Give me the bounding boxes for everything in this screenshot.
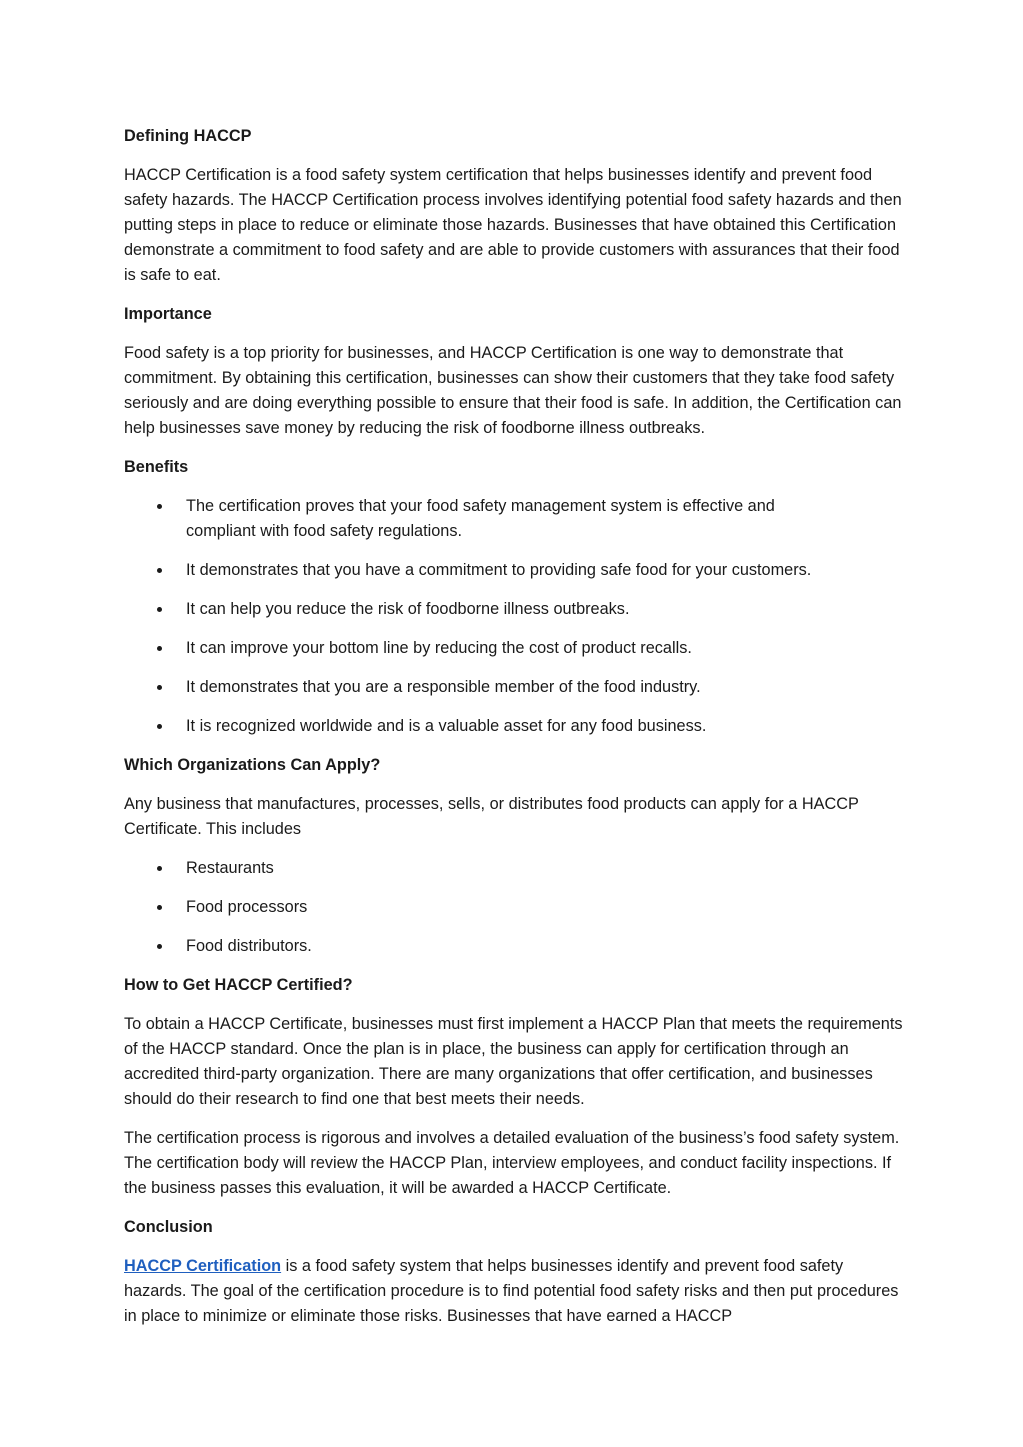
heading-how-to-get-certified: How to Get HACCP Certified? [124, 976, 353, 994]
heading-benefits: Benefits [124, 458, 189, 476]
paragraph-how-to-2: The certification process is rigorous and involves a detailed evaluation of the business’s food safety system. The certification body will review the HACCP Plan, interview employees, and conduct facility inspections. If the business passes this evaluation, it will be awarded a HACCP Certificate. [124, 1129, 900, 1197]
list-item-text: Food processors [186, 898, 308, 916]
bullet-icon [157, 568, 162, 573]
heading-conclusion: Conclusion [124, 1218, 213, 1236]
list-item-text: Restaurants [186, 859, 274, 877]
document-page [124, 124, 904, 1343]
paragraph-defining-haccp: HACCP Certification is a food safety system certification that helps businesses identify and prevent food safety hazards. The HACCP Certification process involves identifying potential food safety hazards and then putting steps in place to reduce or eliminate those hazards. Businesses that have obtained this Certification demonstrate a commitment to food safety and are able to provide customers with assurances that their food is safe to eat. [124, 166, 902, 284]
list-item-text: It demonstrates that you are a responsible member of the food industry. [186, 678, 701, 696]
bullet-icon [157, 646, 162, 651]
bullet-icon [157, 607, 162, 612]
haccp-certification-link[interactable]: HACCP Certification [124, 1257, 282, 1275]
conclusion-text: is a food safety system that helps businesses identify and prevent food safety hazards. The goal of the certification procedure is to find potential food safety risks and then put procedures in place to minimize or eliminate those risks. Businesses that have earned a HACCP [124, 1257, 899, 1325]
benefits-list [124, 494, 904, 739]
list-item [124, 675, 846, 700]
organizations-list [124, 856, 904, 959]
paragraph-importance: Food safety is a top priority for businesses, and HACCP Certification is one way to demonstrate that commitment. By obtaining this certification, businesses can show their customers that they take food safety seriously and are doing everything possible to ensure that their food is safe. In addition, the Certification can help businesses save money by reducing the risk of foodborne illness outbreaks. [124, 344, 902, 437]
heading-defining-haccp: Defining HACCP [124, 127, 252, 145]
list-item-text: It demonstrates that you have a commitment to providing safe food for your customers. [186, 561, 812, 579]
list-item [124, 856, 846, 881]
bullet-icon [157, 504, 162, 509]
heading-which-organizations: Which Organizations Can Apply? [124, 756, 381, 774]
paragraph-conclusion [124, 1254, 904, 1329]
bullet-icon [157, 724, 162, 729]
heading-importance: Importance [124, 305, 212, 323]
list-item [124, 895, 846, 920]
list-item [124, 714, 846, 739]
list-item [124, 934, 846, 959]
bullet-icon [157, 905, 162, 910]
list-item-text: Food distributors. [186, 937, 312, 955]
list-item [124, 494, 846, 544]
list-item-text: It can improve your bottom line by reducing the cost of product recalls. [186, 639, 692, 657]
list-item-text: It can help you reduce the risk of foodborne illness outbreaks. [186, 600, 630, 618]
list-item [124, 636, 846, 661]
bullet-icon [157, 685, 162, 690]
list-item [124, 558, 846, 583]
list-item [124, 597, 846, 622]
list-item-text: The certification proves that your food safety management system is effective and compliant with food safety regulations. [186, 497, 775, 540]
paragraph-how-to-1: To obtain a HACCP Certificate, businesses must first implement a HACCP Plan that meets the requirements of the HACCP standard. Once the plan is in place, the business can apply for certification through an accredited third-party organization. There are many organizations that offer certification, and businesses should do their research to find one that best meets their needs. [124, 1015, 903, 1108]
list-item-text: It is recognized worldwide and is a valuable asset for any food business. [186, 717, 707, 735]
bullet-icon [157, 866, 162, 871]
bullet-icon [157, 944, 162, 949]
paragraph-which-organizations: Any business that manufactures, processes, sells, or distributes food products can apply for a HACCP Certificate. This includes [124, 795, 859, 838]
